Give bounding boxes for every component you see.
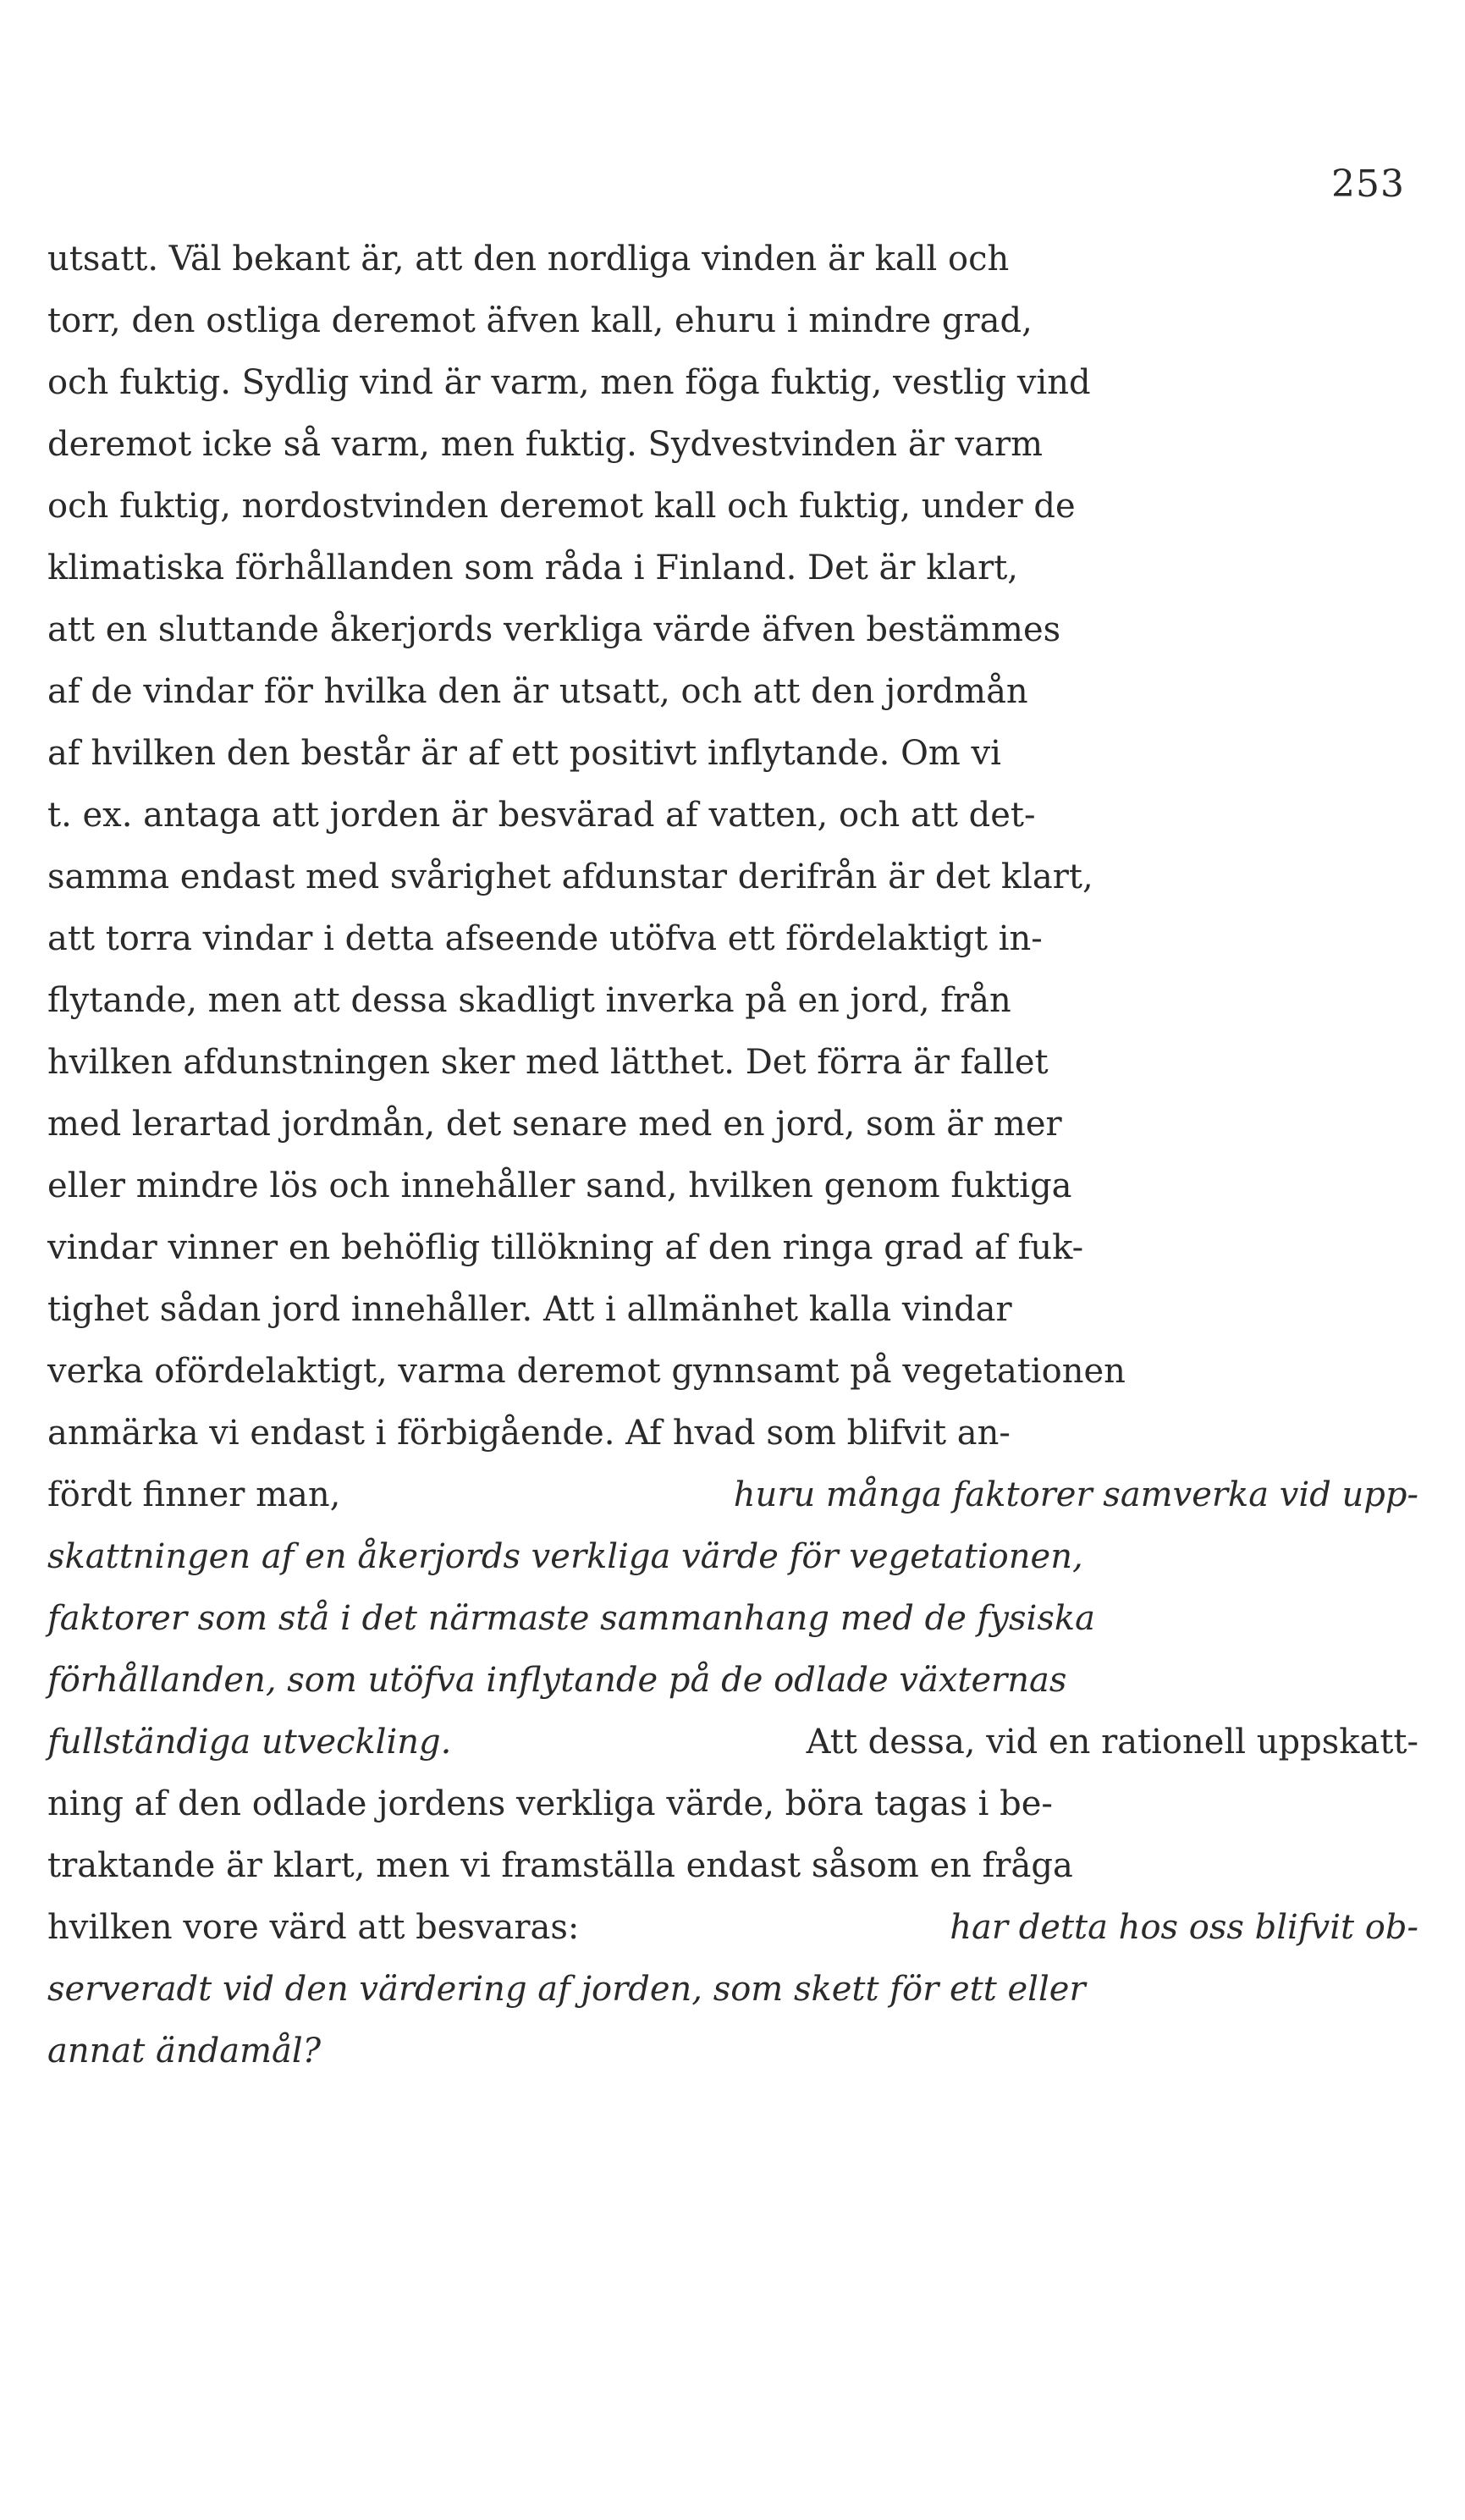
text-line: med lerartad jordmån, det senare med en jord, som är mer [47, 1105, 1062, 1144]
italic-line: skattningen af en åkerjords verkliga värde för vegetationen, [47, 1537, 1083, 1576]
body-text [47, 229, 1418, 2082]
italic-segment: fullständiga utveckling. [47, 1723, 452, 1762]
text-line: eller mindre lös och innehåller sand, hvilken genom fuktiga [47, 1166, 1072, 1205]
text-line: och fuktig. Sydlig vind är varm, men föga fuktig, vestlig vind [47, 363, 1091, 402]
text-line: anmärka vi endast i förbigående. Af hvad som blifvit an- [47, 1414, 1011, 1453]
text-line: tighet sådan jord innehåller. Att i allmänhet kalla vindar [47, 1290, 1012, 1329]
text-line [47, 1464, 1418, 1526]
text-line: klimatiska förhållanden som råda i Finland. Det är klart, [47, 549, 1019, 587]
text-line: traktande är klart, men vi framställa endast såsom en fråga [47, 1846, 1073, 1885]
italic-segment: har detta hos oss blifvit ob- [950, 1908, 1418, 1947]
text-line: af hvilken den består är af ett positivt inflytande. Om vi [47, 734, 1001, 773]
text-line: samma endast med svårighet afdunstar derifrån är det klart, [47, 857, 1093, 896]
italic-line: faktorer som stå i det närmaste sammanhang med de fysiska [47, 1599, 1095, 1638]
italic-segment: huru många faktorer samverka vid upp- [733, 1475, 1418, 1514]
normal-segment: Att dessa, vid en rationell uppskatt- [795, 1723, 1418, 1762]
text-line: af de vindar för hvilka den är utsatt, och att den jordmån [47, 672, 1028, 711]
text-line: vindar vinner en behöflig tillökning af den ringa grad af fuk- [47, 1228, 1084, 1267]
page-number: 253 [1331, 163, 1405, 206]
text-line: ning af den odlade jordens verkliga värde, böra tagas i be- [47, 1784, 1053, 1823]
italic-line: förhållanden, som utöfva inflytande på de odlade växternas [47, 1661, 1067, 1700]
text-line [47, 1897, 1418, 1959]
text-line: deremot icke så varm, men fuktig. Sydvestvinden är varm [47, 425, 1044, 464]
text-line: verka ofördelaktigt, varma deremot gynnsamt på vegetationen [47, 1352, 1126, 1391]
text-line: torr, den ostliga deremot äfven kall, ehuru i mindre grad, [47, 301, 1033, 340]
text-line: utsatt. Väl bekant är, att den nordliga vinden är kall och [47, 240, 1010, 278]
normal-segment: fördt finner man, [47, 1475, 352, 1514]
text-line: flytande, men att dessa skadligt inverka på en jord, från [47, 981, 1011, 1020]
text-line [47, 1712, 1418, 1773]
text-line: och fuktig, nordostvinden deremot kall och fuktig, under de [47, 487, 1076, 526]
italic-line-last: annat ändamål? [47, 2032, 322, 2071]
text-line: att en sluttande åkerjords verkliga värde äfven bestämmes [47, 610, 1061, 649]
text-line: t. ex. antaga att jorden är besvärad af vatten, och att det- [47, 796, 1036, 835]
italic-line: serveradt vid den värdering af jorden, som skett för ett eller [47, 1970, 1086, 2009]
text-line: hvilken afdunstningen sker med lätthet. Det förra är fallet [47, 1043, 1049, 1082]
normal-segment: hvilken vore värd att besvaras: [47, 1908, 591, 1947]
text-line: att torra vindar i detta afseende utöfva ett fördelaktigt in- [47, 919, 1043, 958]
